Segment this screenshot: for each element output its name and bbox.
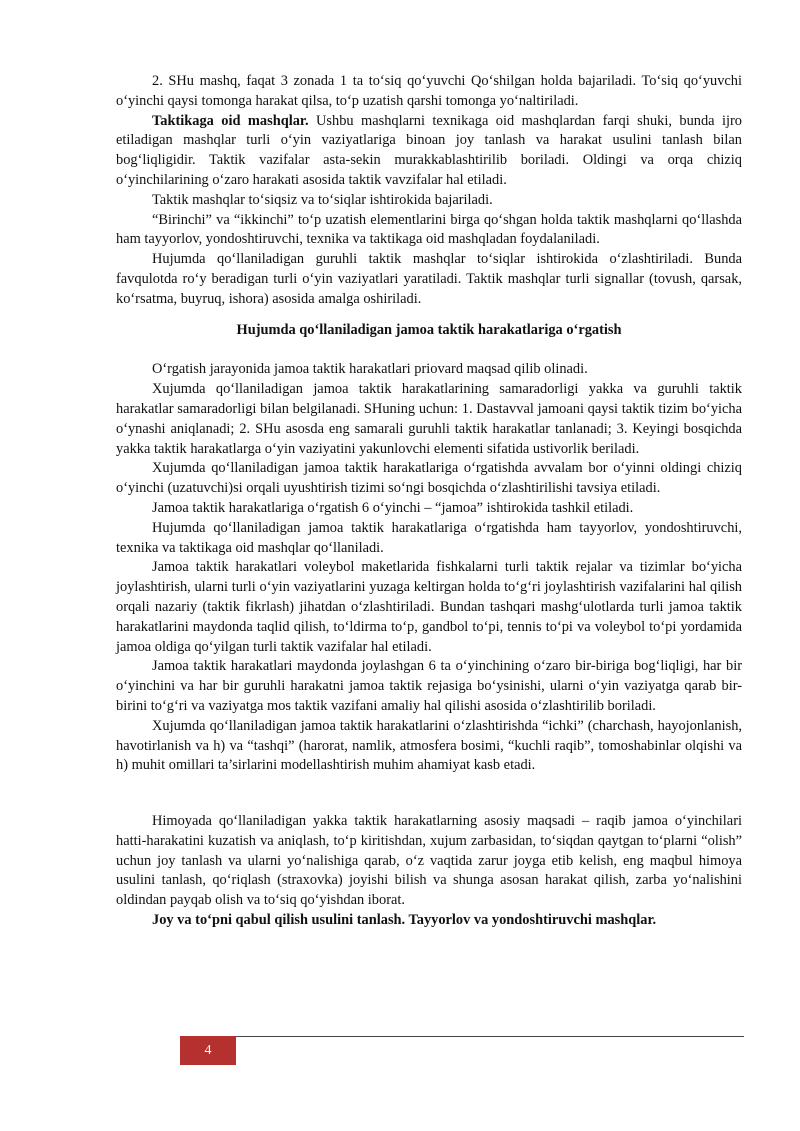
paragraph: Hujumda qo‘llaniladigan jamoa taktik harakatlariga o‘rgatishda ham tayyorlov, yondoshtiruvchi, texnika va taktikaga oid mashqlar qo‘llaniladi. (116, 519, 742, 556)
footer-rule (236, 1036, 744, 1037)
section-heading: Hujumda qo‘llaniladigan jamoa taktik harakatlariga o‘rgatish (236, 321, 622, 338)
paragraph: Taktikaga oid mashqlar. Ushbu mashqlarni texnikaga oid mashqlardan farqi shuki, bunda ijro etiladigan mashqlar turli o‘yin vaziyatlariga binoan joy tanlash va harakat usulini tanlash bilan bog‘liqligidir. Taktik vazifalar asta-sekin murakkablashtirilib boriladi. Oldingi va orqa chiziq o‘yinchilarining o‘zaro harakati asosida taktik vavzifalar hal etiladi. (116, 112, 742, 188)
paragraph: Hujumda qo‘llaniladigan guruhli taktik mashqlar to‘siqlar ishtirokida o‘zlashtiriladi. Bunda favqulotda ro‘y beradigan turli o‘yin vaziyatlari yaratiladi. Taktik mashqlar turli signallar (tovush, qarsak, ko‘rsatma, buyruq, ishora) asosida amalga oshiriladi. (116, 251, 742, 307)
paragraph: Jamoa taktik harakatlariga o‘rgatish 6 o‘yinchi – “jamoa” ishtirokida tashkil etiladi. (152, 499, 634, 516)
paragraph: Taktik mashqlar to‘siqsiz va to‘siqlar ishtirokida bajariladi. (152, 191, 493, 208)
paragraph: Jamoa taktik harakatlari voleybol maketlarida fishkalarni turli taktik rejalar va tizimlar bo‘yicha joylashtirish, ularni turli o‘yin vaziyatlarini yuzaga keltirgan holda to‘g‘ri joylashtirish vazifalarini hal qilish orqali nazariy (taktik fikrlash) jihatdan o‘zlashtiriladi. Bundan tashqari mashg‘ulotlarda turli jamoa taktik harakatlarini maydonda taqlid qilish, to‘ldirma to‘p, gandbol to‘pi, tennis to‘pi va voleybol to‘pi yordamida jamoa oldiga qo‘yilgan turli taktik vazifalar hal etiladi. (116, 559, 742, 655)
page-body (116, 72, 742, 931)
closing-heading: Joy va to‘pni qabul qilish usulini tanlash. Tayyorlov va yondoshtiruvchi mashqlar. (152, 912, 657, 929)
section-spacer (116, 776, 742, 812)
page-number (180, 1036, 236, 1065)
paragraph: Xujumda qo‘llaniladigan jamoa taktik harakatlarining samaradorligi yakka va guruhli taktik harakatlar samaradorligi bilan belgilanadi. SHuning uchun: 1. Dastavval jamoani qaysi taktik tizim bo‘yicha o‘ynashi aniqlanadi; 2. SHu asosda eng samarali guruhli taktik harakatlar tanlanadi; 3. Keyingi bosqichda yakka taktik harakatlarga o‘yin vaziyatini yakunlovchi elementi sifatida ustivorlik beriladi. (116, 381, 742, 457)
paragraph: 2. SHu mashq, faqat 3 zonada 1 ta to‘siq qo‘yuvchi Qo‘shilgan holda bajariladi. To‘siq qo‘yuvchi o‘yinchi qaysi tomonga harakat qilsa, to‘p uzatish qarshi tomonga yo‘naltiriladi. (116, 73, 742, 109)
paragraph: O‘rgatish jarayonida jamoa taktik harakatlari priovard maqsad qilib olinadi. (152, 361, 588, 378)
paragraph: Xujumda qo‘llaniladigan jamoa taktik harakatlarini o‘zlashtirishda “ichki” (charchash, hayojonlanish, havotirlanish va h) va “tashqi” (harorat, namlik, atmosfera bosimi, “kuchli raqib”, tomoshabinlar olqishi va h) muhit omillari ta’sirlarini modellashtirish muhim ahamiyat kasb etadi. (116, 717, 742, 774)
paragraph: “Birinchi” va “ikkinchi” to‘p uzatish elementlarini birga qo‘shgan holda taktik mashqlarni qo‘llashda ham tayyorlov, yondoshtiruvchi, texnika va taktikaga oid mashqladan foydalaniladi. (116, 211, 742, 248)
paragraph-lead: Taktikaga oid mashqlar. (152, 112, 309, 129)
paragraph: Jamoa taktik harakatlari maydonda joylashgan 6 ta o‘yinchining o‘zaro bir-biriga bog‘liqligi, har bir o‘yinchini va har bir guruhli harakatni jamoa taktik rejasiga bo‘ysinishi, ularni o‘yin vaziyatga qarab bir-birini to‘g‘ri va vaziyatga mos taktik vazifani amaliy hal qilishi asosida o‘zlashtirilib boriladi. (116, 658, 742, 714)
page-number-label: 4 (204, 1042, 212, 1058)
paragraph: Himoyada qo‘llaniladigan yakka taktik harakatlarning asosiy maqsadi – raqib jamoa o‘yinchilari hatti-harakatini kuzatish va aniqlash, to‘p kiritishdan, xujum zarbasidan, to‘siqdan qaytgan to‘plarni “olish” uchun joy tanlash va ularni yo‘nalishiga qarab, o‘z vaqtida zarur joyga etib kelish, eng maqbul himoya usulini tanlash, qo‘riqlash (straxovka) joyishi bilish va shunga asosan harakat qilish, zarba yo‘nalishini oldindan payqab olish va to‘siq qo‘yishdan iborat. (116, 813, 742, 909)
paragraph: Xujumda qo‘llaniladigan jamoa taktik harakatlariga o‘rgatishda avvalam bor o‘yinni oldingi chiziq o‘yinchi (uzatuvchi)si orqali uyushtirish tizimi so‘ngi bosqichda o‘zlashtirilishi tavsiya etiladi. (116, 460, 742, 497)
